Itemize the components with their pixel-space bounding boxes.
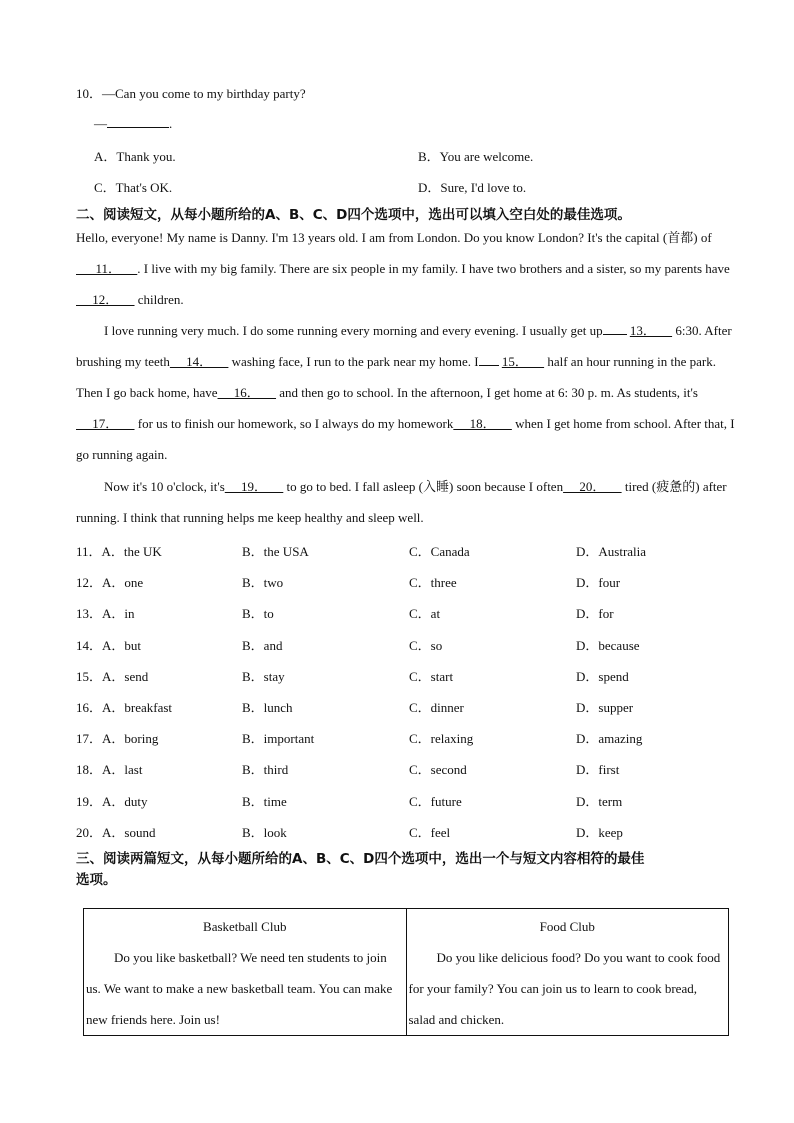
section3-heading-line2: 选项。 bbox=[76, 872, 117, 888]
q10-answer-suffix: . bbox=[169, 116, 173, 131]
passage-paragraph-2: I love running very much. I do some running every morning and every evening. I usually get up 13． 6:30. After brushing my teeth 14． washing face, I run to the park near my home. I 15． half an hour running in the park. Then I go back home, have 16． and then go to school. In the afternoon, I get home at 6: 30 p. m. As students, it's 17． for us to finish our homework, so I always do my homework 18． when I get home from school. After that, I go running again. bbox=[76, 323, 735, 462]
basketball-club-body: Do you like basketball? We need ten students to join us. We want to make a new basketball team. You can make new friends here. Join us! bbox=[86, 950, 393, 1027]
food-club-cell bbox=[406, 909, 729, 1036]
choice-row: 18．A．last B．third C．second D．first bbox=[76, 762, 620, 777]
food-club-title: Food Club bbox=[539, 919, 595, 934]
choice-row: 12．A．one B．two C．three D．four bbox=[76, 575, 621, 590]
q10-option-b: B．You are welcome. bbox=[418, 149, 534, 164]
blank-12: 12． bbox=[76, 292, 135, 307]
section2-heading: 二、阅读短文，从每小题所给的A、B、C、D四个选项中，选出可以填入空白处的最佳选项。 bbox=[76, 207, 631, 223]
blank-17: 17． bbox=[76, 416, 135, 431]
choice-row: 13．A．in B．to C．at D．for bbox=[76, 606, 614, 621]
blank-15: 15． bbox=[501, 354, 545, 369]
q10-answer-prefix: — bbox=[94, 116, 107, 131]
choice-row: 15．A．send B．stay C．start D．spend bbox=[76, 669, 629, 684]
q10-option-c: C．That's OK. bbox=[94, 180, 173, 195]
blank-14: 14． bbox=[169, 354, 229, 369]
choice-row: 14．A．but B．and C．so D．because bbox=[76, 638, 640, 653]
passage-paragraph-1: Hello, everyone! My name is Danny. I'm 13 years old. I am from London. Do you know London? It's the capital (首都) of 11． . I live with my big family. There are six people in my family. I have two brothers and a sister, so my parents have 12． children. bbox=[76, 230, 730, 307]
choice-row: 20．A．sound B．look C．feel D．keep bbox=[76, 825, 623, 840]
clubs-table bbox=[83, 908, 729, 1036]
blank-11: 11． bbox=[76, 261, 138, 276]
blank-16: 16． bbox=[217, 385, 277, 400]
blank-20: 20． bbox=[563, 479, 622, 494]
q10-answer-blank bbox=[107, 115, 169, 128]
q10-option-a: A．Thank you. bbox=[94, 149, 176, 164]
blank-19: 19． bbox=[224, 479, 284, 494]
section3-heading-line1: 三、阅读两篇短文，从每小题所给的A、B、C、D四个选项中，选出一个与短文内容相符的最佳 bbox=[76, 851, 645, 867]
blank-18: 18． bbox=[453, 416, 512, 431]
q10-option-d: D．Sure, I'd love to. bbox=[418, 180, 527, 195]
blank-13: 13． bbox=[629, 323, 673, 338]
choice-row: 19．A．duty B．time C．future D．term bbox=[76, 794, 623, 809]
food-club-body: Do you like delicious food? Do you want to cook food for your family? You can join us to learn to cook bread, salad and chicken. bbox=[408, 950, 721, 1027]
choice-row: 11．A．the UK B．the USA C．Canada D．Australia bbox=[76, 544, 647, 559]
passage-paragraph-3: Now it's 10 o'clock, it's 19． to go to bed. I fall asleep (入睡) soon because I often 20． tired (疲惫的) after running. I think that running helps me keep healthy and sleep well. bbox=[76, 479, 727, 525]
q10-answer-line bbox=[94, 115, 172, 132]
q10-stem: 10．—Can you come to my birthday party? bbox=[76, 86, 306, 101]
basketball-club-title: Basketball Club bbox=[203, 919, 287, 934]
basketball-club-cell bbox=[84, 909, 407, 1036]
choice-row: 16．A．breakfast B．lunch C．dinner D．supper bbox=[76, 700, 634, 715]
choice-row: 17．A．boring B．important C．relaxing D．amazing bbox=[76, 731, 643, 746]
